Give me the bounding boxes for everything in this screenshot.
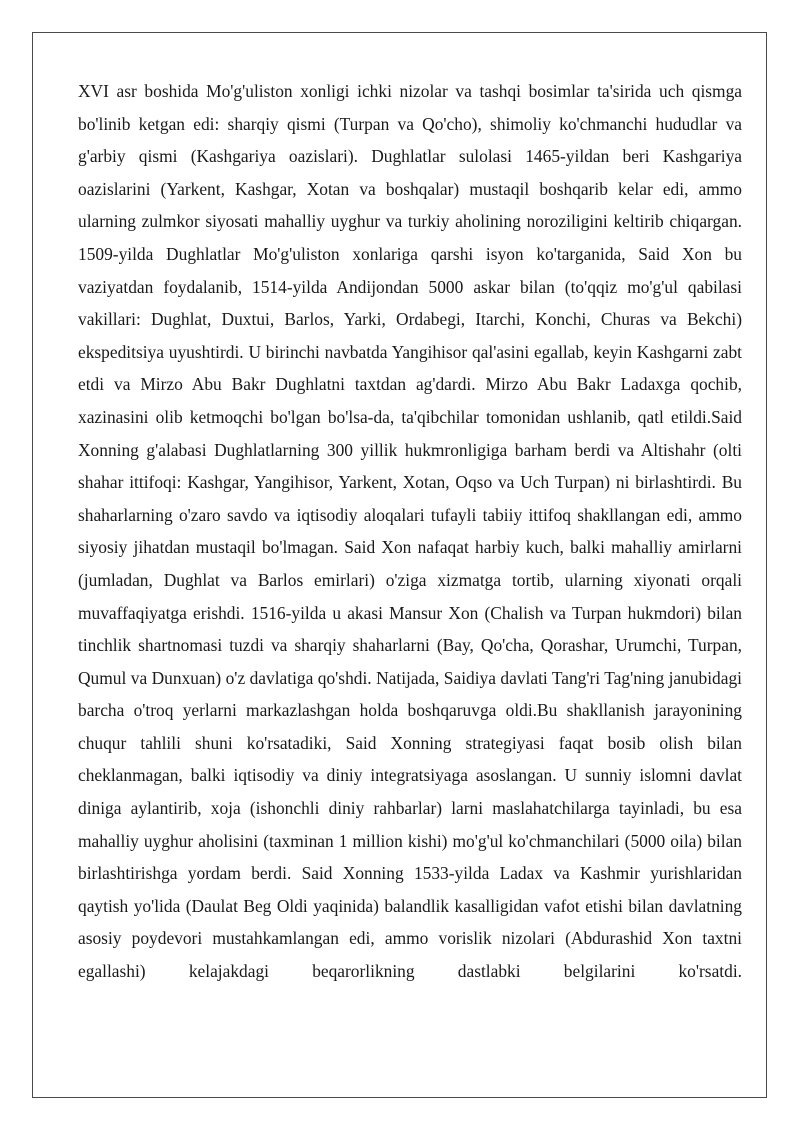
body-paragraph: XVI asr boshida Mo'g'uliston xonligi ichki nizolar va tashqi bosimlar ta'sirida uch qismga bo'linib ketgan edi: sharqiy qismi (Turpan va Qo'cho), shimoliy ko'chmanchi hududlar va g'arbiy qismi (Kashgariya oazislari). Dughlatlar sulolasi 1465-yildan beri Kashgariya oazislarini (Yarkent, Kashgar, Xotan va boshqalar) mustaqil boshqarib kelar edi, ammo ularning zulmkor siyosati mahalliy uyghur va turkiy aholining noroziligini keltirib chiqargan. 1509-yilda Dughlatlar Mo'g'uliston xonlariga qarshi isyon ko'targanida, Said Xon bu vaziyatdan foydalanib, 1514-yilda Andijondan 5000 askar bilan (to'qqiz mo'g'ul qabilasi vakillari: Dughlat, Duxtui, Barlos, Yarki, Ordabegi, Itarchi, Konchi, Churas va Bekchi) ekspeditsiya uyushtirdi. U birinchi navbatda Yangihisor qal'asini egallab, keyin Kashgarni zabt etdi va Mirzo Abu Bakr Dughlatni taxtdan ag'dardi. Mirzo Abu Bakr Ladaxga qochib, xazinasini olib ketmoqchi bo'lgan bo'lsa-da, ta'qibchilar tomonidan ushlanib, qatl etildi.Said Xonning g'alabasi Dughlatlarning 300 yillik hukmronligiga barham berdi va Altishahr (olti shahar ittifoqi: Kashgar, Yangihisor, Yarkent, Xotan, Oqso va Uch Turpan) ni birlashtirdi. Bu shaharlarning o'zaro savdo va iqtisodiy aloqalari tufayli tabiiy ittifoq shakllangan edi, ammo siyosiy jihatdan mustaqil bo'lmagan. Said Xon nafaqat harbiy kuch, balki mahalliy amirlarni (jumladan, Dughlat va Barlos emirlari) o'ziga xizmatga tortib, ularning xiyonati orqali muvaffaqiyatga erishdi. 1516-yilda u akasi Mansur Xon (Chalish va Turpan hukmdori) bilan tinchlik shartnomasi tuzdi va sharqiy shaharlarni (Bay, Qo'cha, Qorashar, Urumchi, Turpan, Qumul va Dunxuan) o'z davlatiga qo'shdi. Natijada, Saidiya davlati Tang'ri Tag'ning janubidagi barcha o'troq yerlarni markazlashgan holda boshqaruvga oldi.Bu shakllanish jarayonining chuqur tahlili shuni ko'rsatadiki, Said Xonning strategiyasi faqat bosib olish bilan cheklanmagan, balki iqtisodiy va diniy integratsiyaga asoslangan. U sunniy islomni davlat diniga aylantirib, xoja (ishonchli diniy rahbarlar) larni maslahatchilarga tayinladi, bu esa mahalliy uyghur aholisini (taxminan 1 million kishi) mo'g'ul ko'chmanchilari (5000 oila) bilan birlashtirishga yordam berdi. Said Xonning 1533-yilda Ladax va Kashmir yurishlaridan qaytish yo'lida (Daulat Beg Oldi yaqinida) balandlik kasalligidan vafot etishi bilan davlatning asosiy poydevori mustahkamlangan edi, ammo vorislik nizolari (Abdurashid Xon taxtni egallashi) kelajakdagi beqarorlikning dastlabki belgilarini ko'rsatdi. [78,81,742,982]
